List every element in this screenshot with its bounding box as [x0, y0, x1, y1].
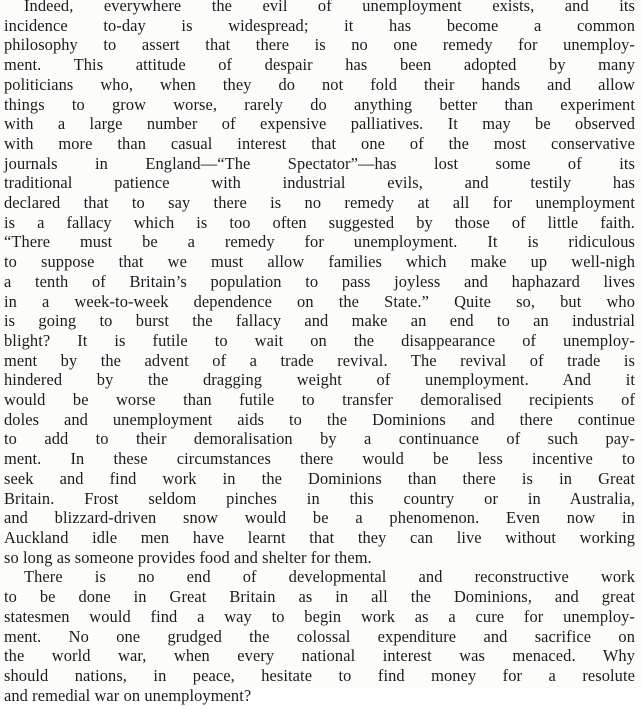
text-line: statesmen would find a way to begin work as a cure for unemploy- — [4, 606, 635, 626]
text-line: and blizzard-driven snow would be a phenomenon. Even now in — [4, 508, 635, 528]
paragraph-1 — [4, 0, 635, 567]
text-line: There is no end of developmental and reconstructive work — [24, 567, 635, 587]
text-line: with more than casual interest that one of the most conservative — [4, 133, 635, 153]
text-line: should nations, in peace, hesitate to find money for a resolute — [4, 665, 635, 685]
text-line: a tenth of Britain’s population to pass joyless and haphazard lives — [4, 271, 635, 291]
text-line: the world war, when every national interest was menaced. Why — [4, 646, 635, 666]
text-line: doles and unemployment aids to the Dominions and there continue — [4, 409, 635, 429]
text-line: Auckland idle men have learnt that they can live without working — [4, 527, 635, 547]
text-line: things to grow worse, rarely do anything better than experiment — [4, 94, 635, 114]
text-line: ment. This attitude of despair has been adopted by many — [4, 55, 635, 75]
text-line: with a large number of expensive palliatives. It may be observed — [4, 114, 635, 134]
text-line: is a fallacy which is too often suggested by those of little faith. — [4, 212, 635, 232]
text-line: incidence to-day is widespread; it has become a common — [4, 15, 635, 35]
text-line: politicians who, when they do not fold their hands and allow — [4, 74, 635, 94]
text-line: to add to their demoralisation by a continuance of such pay- — [4, 429, 635, 449]
text-line: and remedial war on unemployment? — [4, 685, 252, 705]
text-line: declared that to say there is no remedy at all for unemployment — [4, 193, 635, 213]
text-line: to be done in Great Britain as in all the Dominions, and great — [4, 587, 635, 607]
text-line: journals in England—“The Spectator”—has lost some of its — [4, 153, 635, 173]
text-line: would be worse than futile to transfer demoralised recipients of — [4, 390, 635, 410]
text-line: hindered by the dragging weight of unemployment. And it — [4, 370, 635, 390]
text-line: traditional patience with industrial evils, and testily has — [4, 173, 635, 193]
text-line: in a week-to-week dependence on the State.” Quite so, but who — [4, 291, 635, 311]
text-line: blight? It is futile to wait on the disappearance of unemploy- — [4, 330, 635, 350]
text-line: so long as someone provides food and shelter for them. — [4, 547, 372, 567]
text-line: ment. In these circumstances there would be less incentive to — [4, 449, 635, 469]
text-line: ment by the advent of a trade revival. The revival of trade is — [4, 350, 635, 370]
text-line: to suppose that we must allow families which make up well-nigh — [4, 252, 635, 272]
text-line: “There must be a remedy for unemployment. It is ridiculous — [4, 232, 635, 252]
text-line: philosophy to assert that there is no one remedy for unemploy- — [4, 35, 635, 55]
text-line: Indeed, everywhere the evil of unemployment exists, and its — [24, 0, 635, 15]
paragraph-2 — [4, 567, 635, 705]
text-line: seek and find work in the Dominions than there is in Great — [4, 468, 635, 488]
text-line: ment. No one grudged the colossal expenditure and sacrifice on — [4, 626, 635, 646]
text-line: is going to burst the fallacy and make an end to an industrial — [4, 311, 635, 331]
text-line: Britain. Frost seldom pinches in this country or in Australia, — [4, 488, 635, 508]
